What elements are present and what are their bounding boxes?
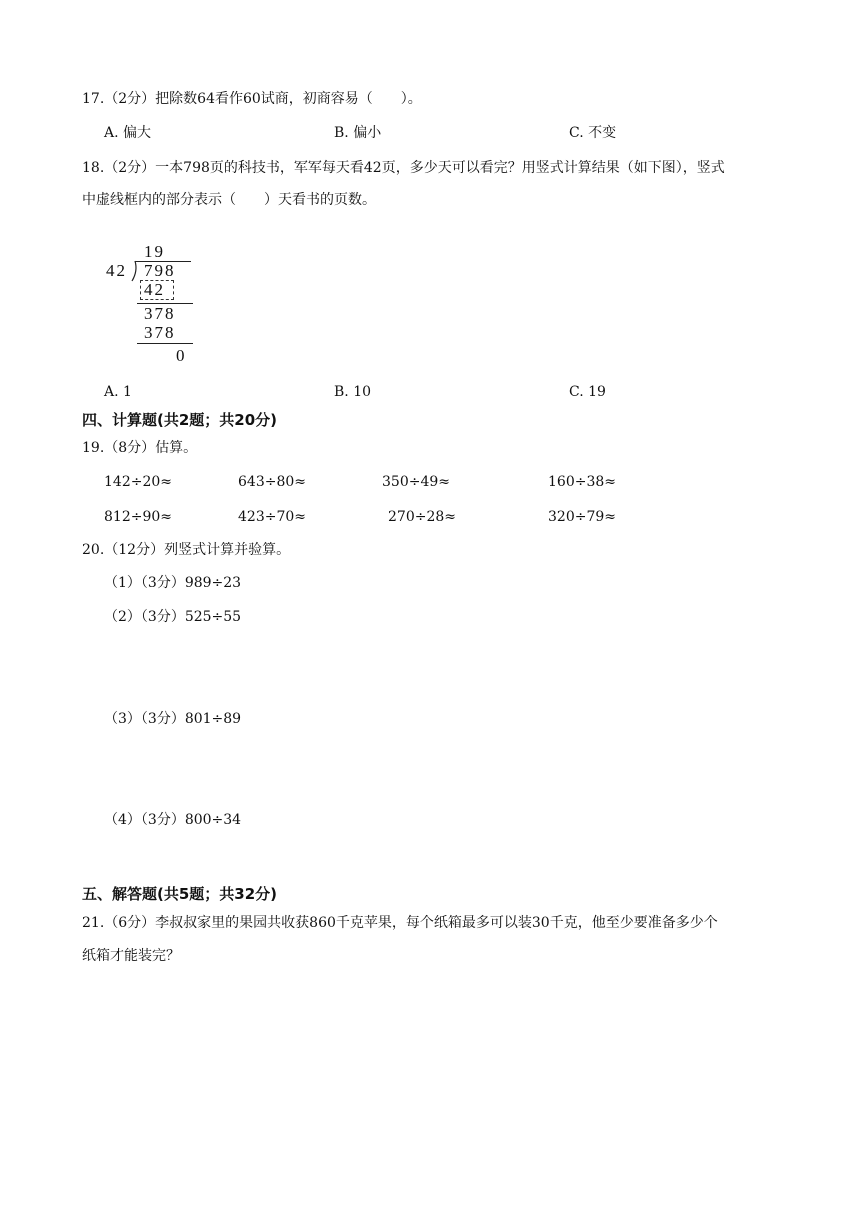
q18-option-c[interactable]: C. 19: [569, 384, 606, 400]
q18-option-a[interactable]: A. 1: [104, 384, 132, 400]
q20-text: 20.（12分）列竖式计算并验算。: [82, 542, 291, 558]
q19-item: 423÷70≈: [238, 509, 306, 525]
q20-item-4: （4）（3分）800÷34: [104, 812, 242, 828]
q19-item: 350÷49≈: [382, 474, 450, 490]
q17-option-b[interactable]: B. 偏小: [334, 125, 382, 141]
q18-text-line1: 18.（2分）一本798页的科技书，军军每天看42页，多少天可以看完？用竖式计算结果（如下图），竖式: [82, 160, 725, 176]
q19-item: 812÷90≈: [104, 509, 172, 525]
q19-item: 142÷20≈: [104, 474, 172, 490]
q21-text-line2: 纸箱才能装完？: [82, 948, 180, 964]
q19-item: 643÷80≈: [238, 474, 306, 490]
q19-item: 320÷79≈: [548, 509, 616, 525]
q21-text-line1: 21.（6分）李叔叔家里的果园共收获860千克苹果，每个纸箱最多可以装30千克，他至少要准备多少个: [82, 915, 718, 931]
q20-item-3: （3）（3分）801÷89: [104, 711, 242, 727]
long-division-figure: [104, 242, 194, 368]
q20-item-2: （2）（3分）525÷55: [104, 609, 242, 625]
q19-item: 160÷38≈: [548, 474, 616, 490]
division-remainder: 0: [176, 346, 187, 365]
q20-item-1: （1）（3分）989÷23: [104, 575, 242, 591]
q17-option-c[interactable]: C. 不变: [569, 125, 617, 141]
q19-item: 270÷28≈: [388, 509, 456, 525]
q19-text: 19.（8分）估算。: [82, 440, 198, 456]
division-step2: 378: [144, 304, 176, 323]
q17-text: 17.（2分）把除数64看作60试商，初商容易（ ）。: [82, 91, 422, 107]
division-dividend: 798: [144, 261, 176, 280]
q18-option-b[interactable]: B. 10: [334, 384, 372, 400]
section-5-title: 五、解答题(共5题；共32分): [82, 885, 278, 903]
q18-text-line2: 中虚线框内的部分表示（ ）天看书的页数。: [82, 192, 376, 208]
division-step3: 378: [144, 323, 176, 342]
division-quotient: 19: [144, 242, 165, 261]
section-4-title: 四、计算题(共2题；共20分): [82, 411, 278, 429]
q17-option-a[interactable]: A. 偏大: [104, 125, 152, 141]
division-rule-2: [137, 343, 193, 344]
division-divisor: 42: [106, 261, 127, 280]
division-bracket: [131, 260, 139, 282]
division-step1: 42: [144, 280, 165, 299]
